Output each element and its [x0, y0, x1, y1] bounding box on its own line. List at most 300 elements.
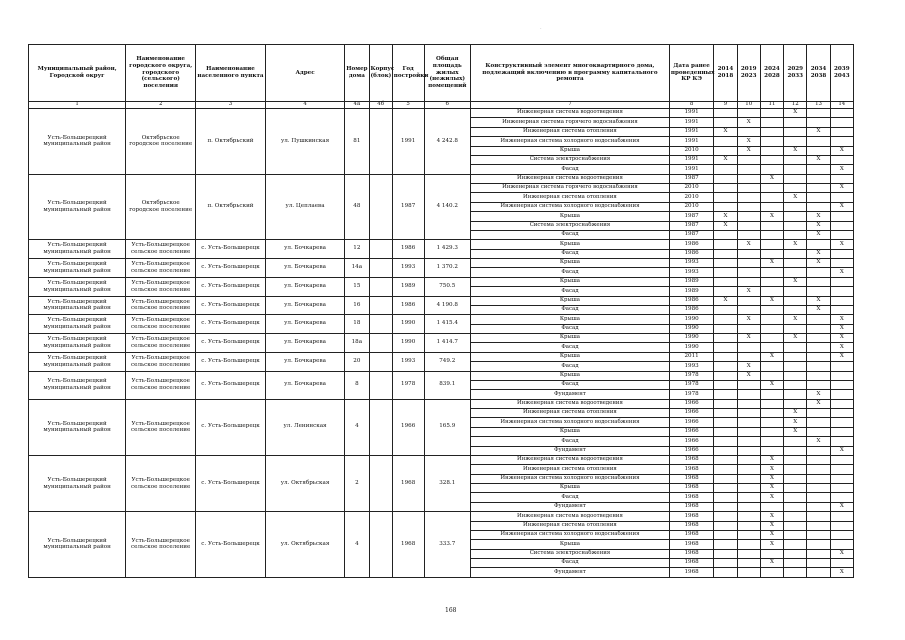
settlement-cell: Усть-Большерецкое сельское поселение	[126, 371, 196, 399]
locality-cell: с. Усть-Большерецк	[196, 259, 266, 278]
period-mark-cell	[737, 559, 760, 568]
area-cell: 750.5	[424, 277, 471, 296]
street-cell: ул. Пушкинская	[265, 109, 344, 175]
prev-repair-date-cell: 2010	[669, 184, 713, 193]
table-row	[29, 259, 854, 268]
period-mark-cell	[737, 324, 760, 333]
element-cell: Инженерная система водоотведения	[471, 174, 670, 183]
block-cell	[369, 512, 392, 578]
prev-repair-date-cell: 1991	[669, 165, 713, 174]
period-mark-cell: X	[714, 212, 737, 221]
element-cell: Инженерная система водоотведения	[471, 455, 670, 464]
period-mark-cell	[807, 474, 830, 483]
period-mark-cell	[737, 259, 760, 268]
street-cell: ул. Бочкарева	[265, 371, 344, 399]
period-mark-cell	[830, 540, 853, 549]
period-mark-cell	[714, 446, 737, 455]
period-mark-cell: X	[737, 240, 760, 249]
prev-repair-date-cell: 1991	[669, 137, 713, 146]
period-mark-cell	[784, 437, 807, 446]
prev-repair-date-cell: 1968	[669, 465, 713, 474]
period-mark-cell	[784, 127, 807, 136]
period-mark-cell: X	[807, 212, 830, 221]
prev-repair-date-cell: 2011	[669, 352, 713, 361]
period-mark-cell	[737, 530, 760, 539]
period-mark-cell	[784, 484, 807, 493]
period-mark-cell: X	[807, 305, 830, 314]
period-mark-cell	[807, 530, 830, 539]
period-mark-cell	[714, 493, 737, 502]
period-mark-cell	[807, 493, 830, 502]
street-cell: ул. Бочкарева	[265, 259, 344, 278]
period-mark-cell	[830, 455, 853, 464]
period-mark-cell: X	[807, 230, 830, 239]
prev-repair-date-cell: 1966	[669, 409, 713, 418]
period-mark-cell	[714, 287, 737, 296]
block-cell	[369, 174, 392, 240]
period-mark-cell: X	[760, 296, 783, 305]
locality-cell: с. Усть-Большерецк	[196, 334, 266, 353]
settlement-cell: Усть-Большерецкое сельское поселение	[126, 296, 196, 315]
element-cell: Крыша	[471, 240, 670, 249]
period-mark-cell	[737, 230, 760, 239]
period-mark-cell: X	[737, 146, 760, 155]
period-mark-cell: X	[830, 334, 853, 343]
locality-cell: с. Усть-Большерецк	[196, 352, 266, 371]
period-mark-cell	[714, 455, 737, 464]
column-number-row	[29, 102, 854, 109]
column-number: 5	[392, 102, 424, 109]
header-period-4: 2029 2033	[784, 45, 807, 102]
period-mark-cell	[737, 268, 760, 277]
element-cell: Фасад	[471, 493, 670, 502]
period-mark-cell	[807, 184, 830, 193]
period-mark-cell	[737, 305, 760, 314]
area-cell: 333.7	[424, 512, 471, 578]
period-mark-cell	[714, 362, 737, 371]
period-mark-cell	[760, 418, 783, 427]
block-cell	[369, 277, 392, 296]
period-mark-cell	[830, 559, 853, 568]
period-mark-cell: X	[760, 530, 783, 539]
period-mark-cell	[807, 268, 830, 277]
period-mark-cell: X	[784, 427, 807, 436]
period-mark-cell: X	[807, 127, 830, 136]
period-mark-cell	[830, 155, 853, 164]
element-cell: Система электроснабжения	[471, 221, 670, 230]
period-mark-cell	[784, 324, 807, 333]
district-cell: Усть-Большерецкий муниципальный район	[29, 371, 126, 399]
period-mark-cell	[784, 474, 807, 483]
period-mark-cell	[714, 371, 737, 380]
district-cell: Усть-Большерецкий муниципальный район	[29, 174, 126, 240]
prev-repair-date-cell: 1986	[669, 305, 713, 314]
column-number: 4б	[369, 102, 392, 109]
period-mark-cell	[807, 512, 830, 521]
period-mark-cell	[737, 352, 760, 361]
period-mark-cell	[784, 230, 807, 239]
period-mark-cell	[760, 399, 783, 408]
header-period-5: 2034 2038	[807, 45, 830, 102]
period-mark-cell	[714, 502, 737, 511]
column-number: 14	[830, 102, 853, 109]
prev-repair-date-cell: 1991	[669, 118, 713, 127]
house-number-cell: 12	[345, 240, 369, 259]
house-number-cell: 16	[345, 296, 369, 315]
period-mark-cell	[830, 127, 853, 136]
settlement-cell: Усть-Большерецкое сельское поселение	[126, 399, 196, 455]
period-mark-cell	[807, 146, 830, 155]
header-address: Адрес	[265, 45, 344, 102]
period-mark-cell	[714, 559, 737, 568]
prev-repair-date-cell: 1978	[669, 390, 713, 399]
period-mark-cell: X	[830, 549, 853, 558]
column-number: 8	[669, 102, 713, 109]
house-number-cell: 81	[345, 109, 369, 175]
period-mark-cell	[737, 165, 760, 174]
period-mark-cell	[830, 230, 853, 239]
table-row	[29, 352, 854, 361]
period-mark-cell: X	[714, 221, 737, 230]
period-mark-cell	[760, 390, 783, 399]
locality-cell: п. Октябрьский	[196, 109, 266, 175]
district-cell: Усть-Большерецкий муниципальный район	[29, 512, 126, 578]
element-cell: Фасад	[471, 324, 670, 333]
period-mark-cell	[807, 418, 830, 427]
period-mark-cell: X	[784, 418, 807, 427]
period-mark-cell	[830, 305, 853, 314]
year-built-cell: 1978	[392, 371, 424, 399]
column-number: 4а	[345, 102, 369, 109]
period-mark-cell	[714, 277, 737, 286]
prev-repair-date-cell: 1990	[669, 324, 713, 333]
period-mark-cell: X	[830, 324, 853, 333]
period-mark-cell	[737, 465, 760, 474]
settlement-cell: Усть-Большерецкое сельское поселение	[126, 512, 196, 578]
period-mark-cell	[737, 409, 760, 418]
area-cell: 1 370.2	[424, 259, 471, 278]
period-mark-cell	[784, 202, 807, 211]
period-mark-cell: X	[760, 512, 783, 521]
period-mark-cell	[784, 380, 807, 389]
period-mark-cell: X	[784, 334, 807, 343]
prev-repair-date-cell: 1991	[669, 127, 713, 136]
period-mark-cell	[737, 437, 760, 446]
period-mark-cell	[807, 287, 830, 296]
settlement-cell: Октябрьское городское поселение	[126, 109, 196, 175]
locality-cell: с. Усть-Большерецк	[196, 399, 266, 455]
period-mark-cell: X	[737, 315, 760, 324]
period-mark-cell	[760, 146, 783, 155]
period-mark-cell: X	[807, 437, 830, 446]
prev-repair-date-cell: 1978	[669, 380, 713, 389]
period-mark-cell	[760, 155, 783, 164]
period-mark-cell	[714, 118, 737, 127]
element-cell: Фасад	[471, 305, 670, 314]
period-mark-cell: X	[737, 371, 760, 380]
header-settlement: Наименование городского округа, городского (сельского) поселения	[126, 45, 196, 102]
district-cell: Усть-Большерецкий муниципальный район	[29, 240, 126, 259]
period-mark-cell	[714, 465, 737, 474]
element-cell: Инженерная система горячего водоснабжения	[471, 118, 670, 127]
prev-repair-date-cell: 1966	[669, 427, 713, 436]
year-built-cell: 1993	[392, 259, 424, 278]
prev-repair-date-cell: 1968	[669, 549, 713, 558]
house-number-cell: 2	[345, 455, 369, 511]
period-mark-cell	[807, 409, 830, 418]
prev-repair-date-cell: 1987	[669, 230, 713, 239]
area-cell: 4 190.8	[424, 296, 471, 315]
period-mark-cell: X	[830, 446, 853, 455]
prev-repair-date-cell: 1991	[669, 155, 713, 164]
period-mark-cell	[784, 362, 807, 371]
header-period-3: 2024 2028	[760, 45, 783, 102]
header-prev-repair: Дата ранее проведенных КР КЭ	[669, 45, 713, 102]
period-mark-cell	[807, 362, 830, 371]
period-mark-cell: X	[760, 455, 783, 464]
area-cell: 165.9	[424, 399, 471, 455]
period-mark-cell	[807, 174, 830, 183]
table-row	[29, 512, 854, 521]
period-mark-cell	[760, 362, 783, 371]
period-mark-cell	[714, 230, 737, 239]
period-mark-cell: X	[784, 109, 807, 118]
period-mark-cell	[807, 465, 830, 474]
settlement-cell: Октябрьское городское поселение	[126, 174, 196, 240]
prev-repair-date-cell: 2010	[669, 202, 713, 211]
period-mark-cell: X	[807, 249, 830, 258]
period-mark-cell	[807, 165, 830, 174]
period-mark-cell	[714, 390, 737, 399]
prev-repair-date-cell: 1986	[669, 240, 713, 249]
period-mark-cell	[760, 371, 783, 380]
element-cell: Инженерная система водоотведения	[471, 512, 670, 521]
period-mark-cell	[784, 212, 807, 221]
period-mark-cell: X	[807, 259, 830, 268]
period-mark-cell	[714, 352, 737, 361]
table-row	[29, 455, 854, 464]
period-mark-cell	[714, 165, 737, 174]
table-row	[29, 315, 854, 324]
table-row	[29, 109, 854, 118]
period-mark-cell	[714, 399, 737, 408]
period-mark-cell	[737, 155, 760, 164]
period-mark-cell	[784, 343, 807, 352]
period-mark-cell	[760, 446, 783, 455]
street-cell: ул. Октябрьская	[265, 455, 344, 511]
period-mark-cell	[714, 240, 737, 249]
period-mark-cell	[830, 530, 853, 539]
district-cell: Усть-Большерецкий муниципальный район	[29, 455, 126, 511]
header-block: Корпус (блок)	[369, 45, 392, 102]
period-mark-cell: X	[714, 155, 737, 164]
table-row	[29, 334, 854, 343]
year-built-cell: 1989	[392, 277, 424, 296]
period-mark-cell	[807, 118, 830, 127]
element-cell: Крыша	[471, 212, 670, 221]
prev-repair-date-cell: 1987	[669, 174, 713, 183]
period-mark-cell	[784, 137, 807, 146]
period-mark-cell	[737, 455, 760, 464]
period-mark-cell: X	[760, 212, 783, 221]
period-mark-cell	[714, 418, 737, 427]
period-mark-cell	[807, 343, 830, 352]
house-number-cell: 15	[345, 277, 369, 296]
street-cell: ул. Бочкарева	[265, 315, 344, 334]
settlement-cell: Усть-Большерецкое сельское поселение	[126, 259, 196, 278]
element-cell: Инженерная система холодного водоснабжения	[471, 474, 670, 483]
year-built-cell: 1993	[392, 352, 424, 371]
element-cell: Крыша	[471, 484, 670, 493]
element-cell: Инженерная система отопления	[471, 409, 670, 418]
street-cell: ул. Бочкарева	[265, 334, 344, 353]
settlement-cell: Усть-Большерецкое сельское поселение	[126, 455, 196, 511]
period-mark-cell	[807, 315, 830, 324]
locality-cell: с. Усть-Большерецк	[196, 296, 266, 315]
period-mark-cell: X	[784, 315, 807, 324]
element-cell: Крыша	[471, 315, 670, 324]
prev-repair-date-cell: 1989	[669, 287, 713, 296]
prev-repair-date-cell: 1993	[669, 259, 713, 268]
element-cell: Фасад	[471, 362, 670, 371]
element-cell: Фасад	[471, 343, 670, 352]
locality-cell: с. Усть-Большерецк	[196, 512, 266, 578]
period-mark-cell	[737, 484, 760, 493]
period-mark-cell	[714, 568, 737, 577]
column-number: 3	[196, 102, 266, 109]
period-mark-cell: X	[760, 352, 783, 361]
period-mark-cell: X	[760, 174, 783, 183]
prev-repair-date-cell: 1968	[669, 540, 713, 549]
period-mark-cell	[784, 118, 807, 127]
period-mark-cell	[807, 380, 830, 389]
prev-repair-date-cell: 1968	[669, 455, 713, 464]
period-mark-cell	[760, 137, 783, 146]
period-mark-cell	[737, 540, 760, 549]
element-cell: Фундамент	[471, 390, 670, 399]
header-row	[29, 45, 854, 102]
element-cell: Крыша	[471, 352, 670, 361]
period-mark-cell	[830, 390, 853, 399]
period-mark-cell	[737, 212, 760, 221]
period-mark-cell	[714, 334, 737, 343]
period-mark-cell	[830, 512, 853, 521]
period-mark-cell	[784, 493, 807, 502]
header-element: Конструктивный элемент многоквартирного дома, подлежащий включению в программу капитального ремонта	[471, 45, 670, 102]
period-mark-cell	[784, 165, 807, 174]
period-mark-cell	[737, 277, 760, 286]
year-built-cell: 1966	[392, 399, 424, 455]
period-mark-cell	[737, 174, 760, 183]
prev-repair-date-cell: 1990	[669, 334, 713, 343]
period-mark-cell	[807, 202, 830, 211]
period-mark-cell	[807, 277, 830, 286]
column-number: 6	[424, 102, 471, 109]
column-number: 9	[714, 102, 737, 109]
period-mark-cell: X	[807, 296, 830, 305]
period-mark-cell	[714, 268, 737, 277]
header-period-1: 2014 2018	[714, 45, 737, 102]
period-mark-cell	[830, 371, 853, 380]
period-mark-cell	[714, 305, 737, 314]
period-mark-cell	[784, 530, 807, 539]
period-mark-cell	[830, 137, 853, 146]
period-mark-cell	[830, 493, 853, 502]
period-mark-cell	[830, 380, 853, 389]
period-mark-cell: X	[830, 568, 853, 577]
period-mark-cell	[784, 268, 807, 277]
element-cell: Крыша	[471, 540, 670, 549]
period-mark-cell: X	[760, 484, 783, 493]
district-cell: Усть-Большерецкий муниципальный район	[29, 315, 126, 334]
period-mark-cell: X	[784, 277, 807, 286]
period-mark-cell: X	[830, 352, 853, 361]
period-mark-cell	[760, 249, 783, 258]
period-mark-cell	[760, 549, 783, 558]
period-mark-cell	[760, 230, 783, 239]
period-mark-cell	[737, 343, 760, 352]
period-mark-cell	[784, 399, 807, 408]
element-cell: Инженерная система холодного водоснабжения	[471, 530, 670, 539]
header-year: Год постройки	[392, 45, 424, 102]
locality-cell: с. Усть-Большерецк	[196, 371, 266, 399]
settlement-cell: Усть-Большерецкое сельское поселение	[126, 277, 196, 296]
period-mark-cell	[807, 559, 830, 568]
settlement-cell: Усть-Большерецкое сельское поселение	[126, 240, 196, 259]
period-mark-cell	[830, 109, 853, 118]
block-cell	[369, 334, 392, 353]
block-cell	[369, 315, 392, 334]
period-mark-cell	[784, 390, 807, 399]
period-mark-cell: X	[830, 165, 853, 174]
period-mark-cell: X	[737, 362, 760, 371]
period-mark-cell	[807, 540, 830, 549]
header-period-2: 2019 2023	[737, 45, 760, 102]
period-mark-cell	[830, 409, 853, 418]
period-mark-cell	[737, 399, 760, 408]
period-mark-cell	[784, 512, 807, 521]
settlement-cell: Усть-Большерецкое сельское поселение	[126, 334, 196, 353]
period-mark-cell	[714, 174, 737, 183]
element-cell: Инженерная система отопления	[471, 193, 670, 202]
period-mark-cell	[784, 249, 807, 258]
period-mark-cell: X	[830, 202, 853, 211]
header-district: Муниципальный район, Городской округ	[29, 45, 126, 102]
period-mark-cell: X	[830, 184, 853, 193]
period-mark-cell	[830, 259, 853, 268]
element-cell: Крыша	[471, 277, 670, 286]
settlement-cell: Усть-Большерецкое сельское поселение	[126, 315, 196, 334]
period-mark-cell	[737, 390, 760, 399]
district-cell: Усть-Большерецкий муниципальный район	[29, 259, 126, 278]
period-mark-cell	[784, 174, 807, 183]
period-mark-cell	[807, 568, 830, 577]
element-cell: Фасад	[471, 437, 670, 446]
period-mark-cell: X	[760, 493, 783, 502]
prev-repair-date-cell: 1968	[669, 493, 713, 502]
element-cell: Система электроснабжения	[471, 155, 670, 164]
prev-repair-date-cell: 1968	[669, 521, 713, 530]
period-mark-cell	[737, 493, 760, 502]
period-mark-cell: X	[807, 399, 830, 408]
period-mark-cell	[737, 446, 760, 455]
period-mark-cell	[760, 343, 783, 352]
element-cell: Фундамент	[471, 502, 670, 511]
prev-repair-date-cell: 1987	[669, 221, 713, 230]
house-number-cell: 8	[345, 371, 369, 399]
column-number: 2	[126, 102, 196, 109]
period-mark-cell	[760, 427, 783, 436]
